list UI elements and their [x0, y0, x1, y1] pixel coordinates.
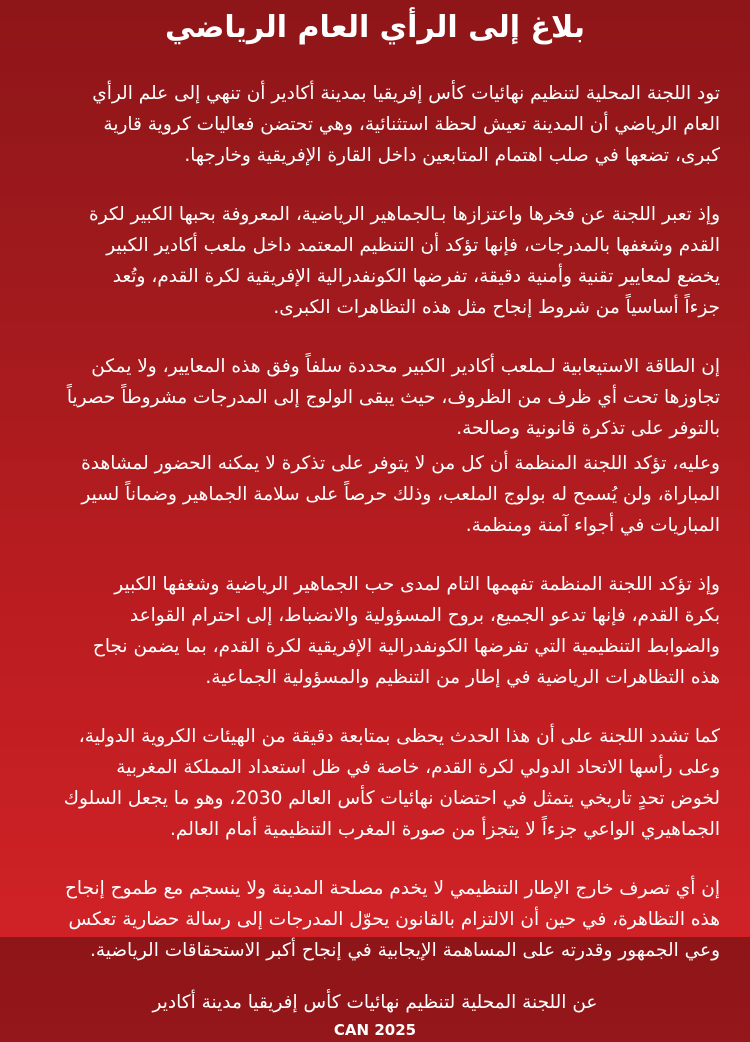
text-line: وعلى رأسها الاتحاد الدولي لكرة القدم، خاصة في ظل استعداد المملكة المغربية — [116, 757, 720, 778]
paragraph-6 — [30, 721, 720, 845]
text-line: كما تشدد اللجنة على أن هذا الحدث يحظى بمتابعة دقيقة من الهيئات الكروية الدولية، — [78, 726, 720, 747]
text-line: تجاوزها تحت أي ظرف من الظروف، حيث يبقى الولوج إلى المدرجات مشروطاً حصرياً — [66, 387, 720, 408]
text-line: كبرى، تضعها في صلب اهتمام المتابعين داخل القارة الإفريقية وخارجها. — [184, 145, 720, 166]
text-line: وإذ تؤكد اللجنة المنظمة تفهمها التام لمدى حب الجماهير الرياضية وشغفها الكبير — [114, 574, 720, 595]
signature-block — [30, 988, 720, 1042]
text-line: إن أي تصرف خارج الإطار التنظيمي لا يخدم مصلحة المدينة ولا ينسجم مع طموح إنجاح — [64, 878, 720, 899]
paragraph-5 — [30, 569, 720, 693]
text-line: لخوض تحدٍ تاريخي يتمثل في احتضان نهائيات كأس العالم 2030، وهو ما يجعل السلوك — [63, 788, 720, 809]
page-title: بلاغ إلى الرأي العام الرياضي — [164, 10, 585, 45]
text-line: تود اللجنة المحلية لتنظيم نهائيات كأس إفريقيا بمدينة أكادير أن تنهي إلى علم الرأي — [92, 83, 720, 104]
announcement-page — [30, 0, 720, 1039]
signature-committee: عن اللجنة المحلية لتنظيم نهائيات كأس إفريقيا مدينة أكادير — [152, 992, 598, 1013]
text-line: المباريات في أجواء آمنة ومنظمة. — [465, 515, 720, 536]
text-line: وعي الجمهور وقدرته على المساهمة الإيجابية في إنجاح أكبر الاستحقاقات الرياضية. — [89, 940, 720, 961]
paragraph-3 — [30, 351, 720, 444]
text-line: هذه التظاهرة، في حين أن الالتزام بالقانون يحوّل المدرجات إلى رسالة حضارية تعكس — [68, 909, 720, 930]
text-line: القدم وشغفها بالمدرجات، فإنها تؤكد أن التنظيم المعتمد داخل ملعب أكادير الكبير — [106, 235, 720, 256]
text-line: المباراة، ولن يُسمح له بولوج الملعب، وذلك حرصاً على سلامة الجماهير وضماناً لسير — [81, 484, 720, 505]
text-line: والضوابط التنظيمية التي تفرضها الكونفدرالية الإفريقية لكرة القدم، بما يضمن نجاح — [92, 636, 720, 657]
text-line: الجماهيري الواعي جزءاً لا يتجزأ من صورة المغرب التنظيمية أمام العالم. — [170, 819, 720, 840]
signature-event: CAN 2025 — [333, 1021, 417, 1039]
paragraph-1 — [30, 78, 720, 171]
paragraph-2 — [30, 199, 720, 323]
paragraph-4 — [30, 448, 720, 541]
text-line: العام الرياضي أن المدينة تعيش لحظة استثنائية، وهي تحتضن فعاليات كروية قارية — [103, 114, 720, 135]
text-line: وعليه، تؤكد اللجنة المنظمة أن كل من لا يتوفر على تذكرة لا يمكنه الحضور لمشاهدة — [81, 453, 720, 474]
text-line: بكرة القدم، فإنها تدعو الجميع، بروح المسؤولية والانضباط، إلى احترام القواعد — [129, 605, 720, 626]
text-line: بالتوفر على تذكرة قانونية وصالحة. — [456, 418, 720, 439]
text-line: جزءاً أساسياً من شروط إنجاح مثل هذه التظاهرات الكبرى. — [273, 297, 720, 318]
paragraph-7 — [30, 873, 720, 966]
text-line: وإذ تعبر اللجنة عن فخرها واعتزازها بـالجماهير الرياضية، المعروفة بحبها الكبير لكرة — [89, 204, 720, 225]
text-line: إن الطاقة الاستيعابية لـملعب أكادير الكبير محددة سلفاً وفق هذه المعايير، ولا يمكن — [91, 356, 720, 377]
text-line: هذه التظاهرات الرياضية في إطار من التنظيم والمسؤولية الجماعية. — [205, 667, 720, 688]
text-line: يخضع لمعايير تقنية وأمنية دقيقة، تفرضها الكونفدرالية الإفريقية لكرة القدم، وتُعد — [112, 266, 720, 287]
